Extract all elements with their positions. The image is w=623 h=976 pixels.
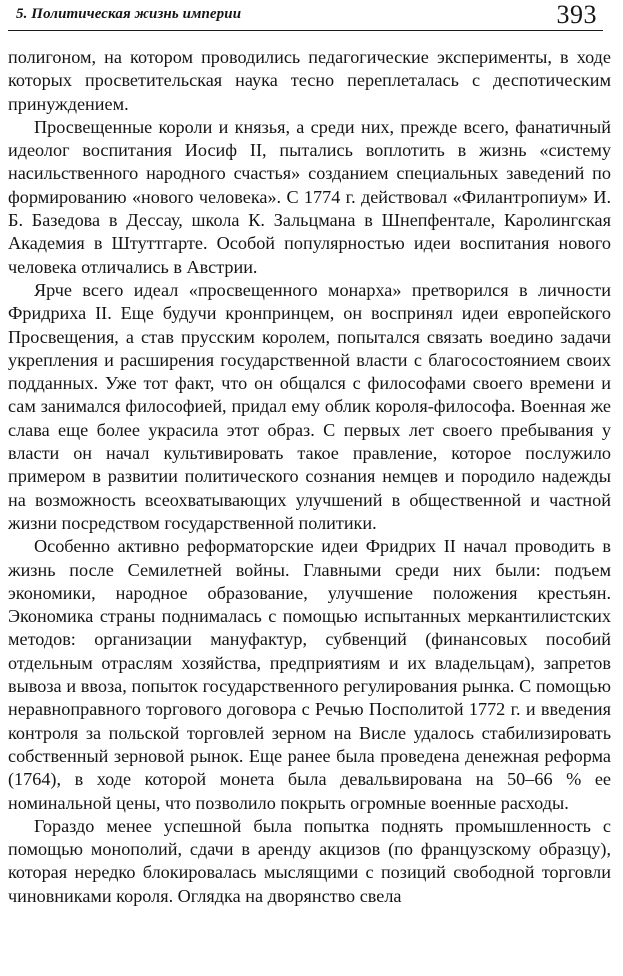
paragraph-enlightened-rulers: Просвещенные короли и князья, а среди них, прежде всего, фанатичный идеолог воспитания Иосиф II, пытались воплотить в жизнь «систему насильственного народного счастья» созданием специальных заведений по формированию «нового человека». С 1774 г. действовал «Филантропиум» И. Б. Базедова в Дессау, школа К. Зальцмана в Шнепфентале, Каролингская Академия в Штуттгарте. Особой популярностью идеи воспитания нового человека отличались в Австрии. (8, 116, 611, 277)
page-number: 393 (556, 0, 597, 29)
running-title: 5. Политическая жизнь империи (16, 6, 242, 22)
page-header (8, 0, 611, 36)
body-text (8, 46, 611, 908)
paragraph-monopolies: Гораздо менее успешной была попытка поднять промышленность с помощью монополий, сдачи в аренду акцизов (по французскому образцу), которая нередко блокировалась мыслящими с позиций свободной торговли чиновниками короля. Оглядка на дворянство свела (8, 815, 611, 906)
paragraph-reforms: Особенно активно реформаторские идеи Фридрих II начал проводить в жизнь после Семилетней войны. Главными среди них были: подъем экономики, народное образование, улучшение положения крестьян. Экономика страны поднималась с помощью испытанных меркантилистских методов: организации мануфактур, субвенций (финансовых пособий отдельным отраслям хозяйства, предприятиям и их владельцам), запретов вывоза и ввоза, попыток государственного регулирования рынка. С помощью неравноправного торгового договора с Речью Посполитой 1772 г. и введения контроля за польской торговлей зерном на Висле удалось стабилизировать собственный зерновой рынок. Еще ранее была проведена денежная реформа (1764), в ходе которой монета была девальвирована на 50–66 % ее номинальной цены, что позволило покрыть огромные военные расходы. (8, 536, 611, 813)
paragraph-frederick-ideal: Ярче всего идеал «просвещенного монарха» претворился в личности Фридриха II. Еще будучи кронпринцем, он воспринял идеи европейского Просвещения, а став прусским королем, попытался связать воедино задачи укрепления и расширения государственной власти с благосостоянием своих подданных. Уже тот факт, что он общался с философами своего времени и сам занимался философией, придал ему облик короля-философа. Военная же слава еще более украсила этот образ. С первых лет своего пребывания у власти он начал культивировать такое правление, которое послужило примером в развитии политического сознания немцев и породило надежды на возможность всеохватывающих улучшений в общественной и частной жизни посредством государственной политики. (8, 279, 611, 533)
paragraph-continuation: полигоном, на котором проводились педагогические эксперименты, в ходе которых просветительская наука тесно переплеталась с деспотическим принуждением. (8, 47, 611, 114)
header-rule (8, 30, 603, 31)
